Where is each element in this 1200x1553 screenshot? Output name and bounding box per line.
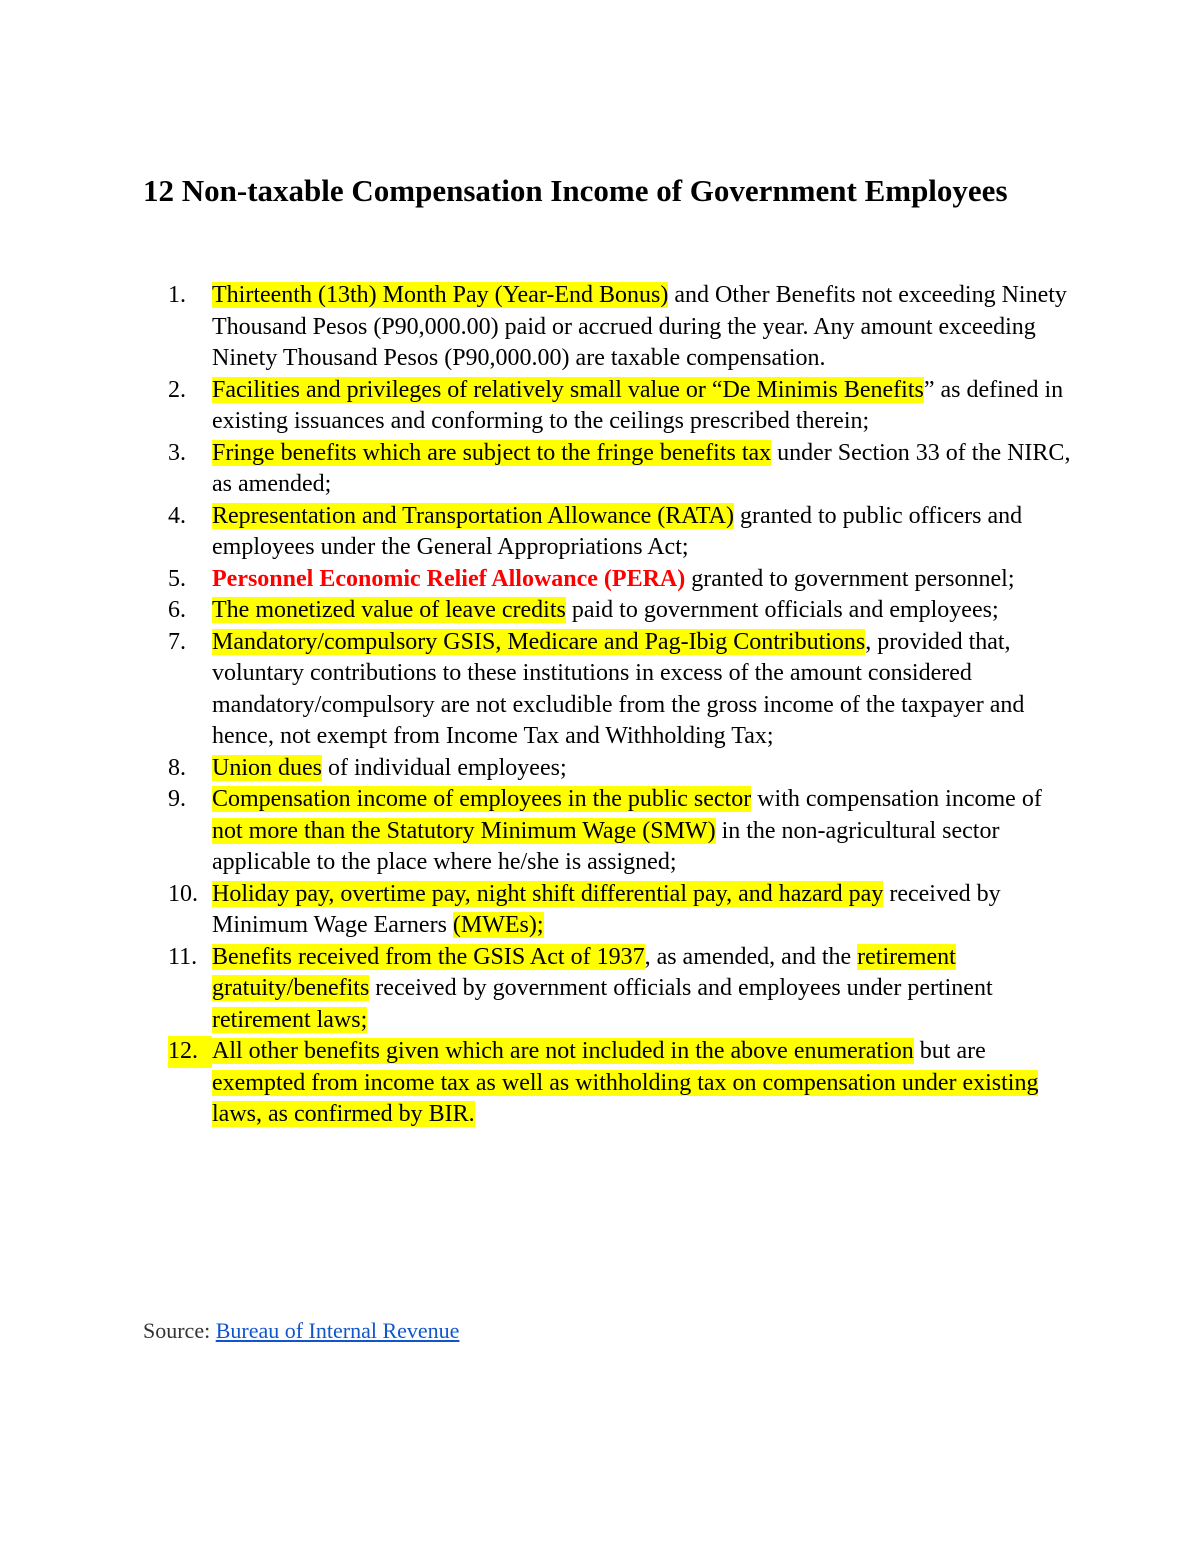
- red-emphasis-text: Personnel Economic Relief Allowance (PERA): [212, 565, 686, 592]
- list-item: [0, 942, 1072, 1037]
- item-number: 2.: [168, 376, 186, 403]
- highlighted-text: (MWEs);: [452, 912, 544, 938]
- list-item: [0, 879, 1072, 942]
- item-number: 10.: [168, 880, 198, 907]
- source-label: Source:: [143, 1318, 216, 1343]
- item-number: 5.: [168, 565, 186, 592]
- highlighted-text: Holiday pay, overtime pay, night shift differential pay, and hazard pay: [212, 880, 884, 907]
- list-item: [0, 501, 1072, 564]
- item-text: received by government officials and employees under pertinent: [369, 975, 993, 1001]
- item-text: but are: [913, 1038, 986, 1064]
- highlighted-text: Benefits received from the GSIS Act of 1937: [212, 943, 645, 970]
- item-text: and Other Benefits not exceeding Ninety Thousand Pesos (P90,000.00) paid or accrued during the year. Any amount exceeding Ninety Thousand Pesos (P90,000.00) are taxable compensation.: [212, 282, 1067, 371]
- item-number: 12.: [168, 1036, 212, 1068]
- item-text: granted to government personnel;: [685, 565, 1015, 592]
- source-line: [143, 1316, 459, 1346]
- highlighted-text: Fringe benefits which are subject to the fringe benefits tax: [212, 439, 772, 466]
- item-number: 3.: [168, 439, 186, 466]
- highlighted-text: All other benefits given which are not included in the above enumeration: [212, 1038, 914, 1064]
- highlighted-text: Representation and Transportation Allowance (RATA): [212, 502, 734, 529]
- list-item: [0, 280, 1072, 375]
- source-link[interactable]: Bureau of Internal Revenue: [215, 1318, 460, 1343]
- item-text: received by Minimum Wage Earners: [212, 880, 1001, 938]
- list-item: [0, 784, 1072, 879]
- highlighted-text: Compensation income of employees in the public sector: [212, 786, 752, 812]
- highlighted-text: retirement gratuity/benefits: [212, 943, 956, 1001]
- item-text: in the non-agricultural sector applicable to the place where he/she is assigned;: [212, 817, 1000, 875]
- list-item: [0, 375, 1072, 438]
- item-text: , provided that, voluntary contributions to these institutions in excess of the amount considered mandatory/compulsory are not excludible from the gross income of the taxpayer and hence, not exempt from Income Tax and Withholding Tax;: [212, 628, 1025, 749]
- item-text: under Section 33 of the NIRC, as amended;: [212, 439, 1071, 497]
- highlighted-text: Mandatory/compulsory GSIS, Medicare and Pag-Ibig Contributions: [212, 628, 866, 655]
- item-text: of individual employees;: [322, 754, 567, 781]
- list-item: [0, 1036, 1072, 1131]
- item-text: granted to public officers and employees under the General Appropriations Act;: [212, 502, 1023, 560]
- highlighted-text: retirement laws;: [212, 1006, 368, 1033]
- highlighted-text: Facilities and privileges of relatively small value or “De Minimis Benefits: [212, 376, 924, 403]
- highlighted-text: exempted from income tax as well as withholding tax on compensation under existing laws, as confirmed by BIR.: [212, 1069, 1039, 1127]
- item-text: ” as defined in existing issuances and conforming to the ceilings prescribed therein;: [212, 376, 1064, 434]
- item-text: paid to government officials and employees;: [565, 597, 999, 623]
- highlighted-text: The monetized value of leave credits: [212, 597, 566, 623]
- item-number: 8.: [168, 754, 186, 781]
- item-number: 4.: [168, 502, 186, 529]
- highlighted-text: not more than the Statutory Minimum Wage (SMW): [212, 817, 716, 844]
- item-number: 1.: [168, 282, 186, 308]
- list-item: [0, 627, 1072, 753]
- item-text: with compensation income of: [751, 786, 1042, 812]
- item-number: 11.: [168, 943, 198, 970]
- item-number: 9.: [168, 786, 186, 812]
- list-item: [0, 595, 1072, 627]
- item-text: , as amended, and the: [644, 943, 858, 970]
- item-number: 7.: [168, 628, 186, 655]
- list-item: [0, 438, 1072, 501]
- highlighted-text: Thirteenth (13th) Month Pay (Year-End Bonus): [212, 282, 669, 308]
- list-item: [0, 753, 1072, 785]
- benefits-list: [0, 280, 1200, 1131]
- item-number: 6.: [168, 597, 186, 623]
- page-title: 12 Non-taxable Compensation Income of Government Employees: [143, 173, 1008, 208]
- list-item: [0, 564, 1072, 596]
- highlighted-text: Union dues: [212, 754, 322, 781]
